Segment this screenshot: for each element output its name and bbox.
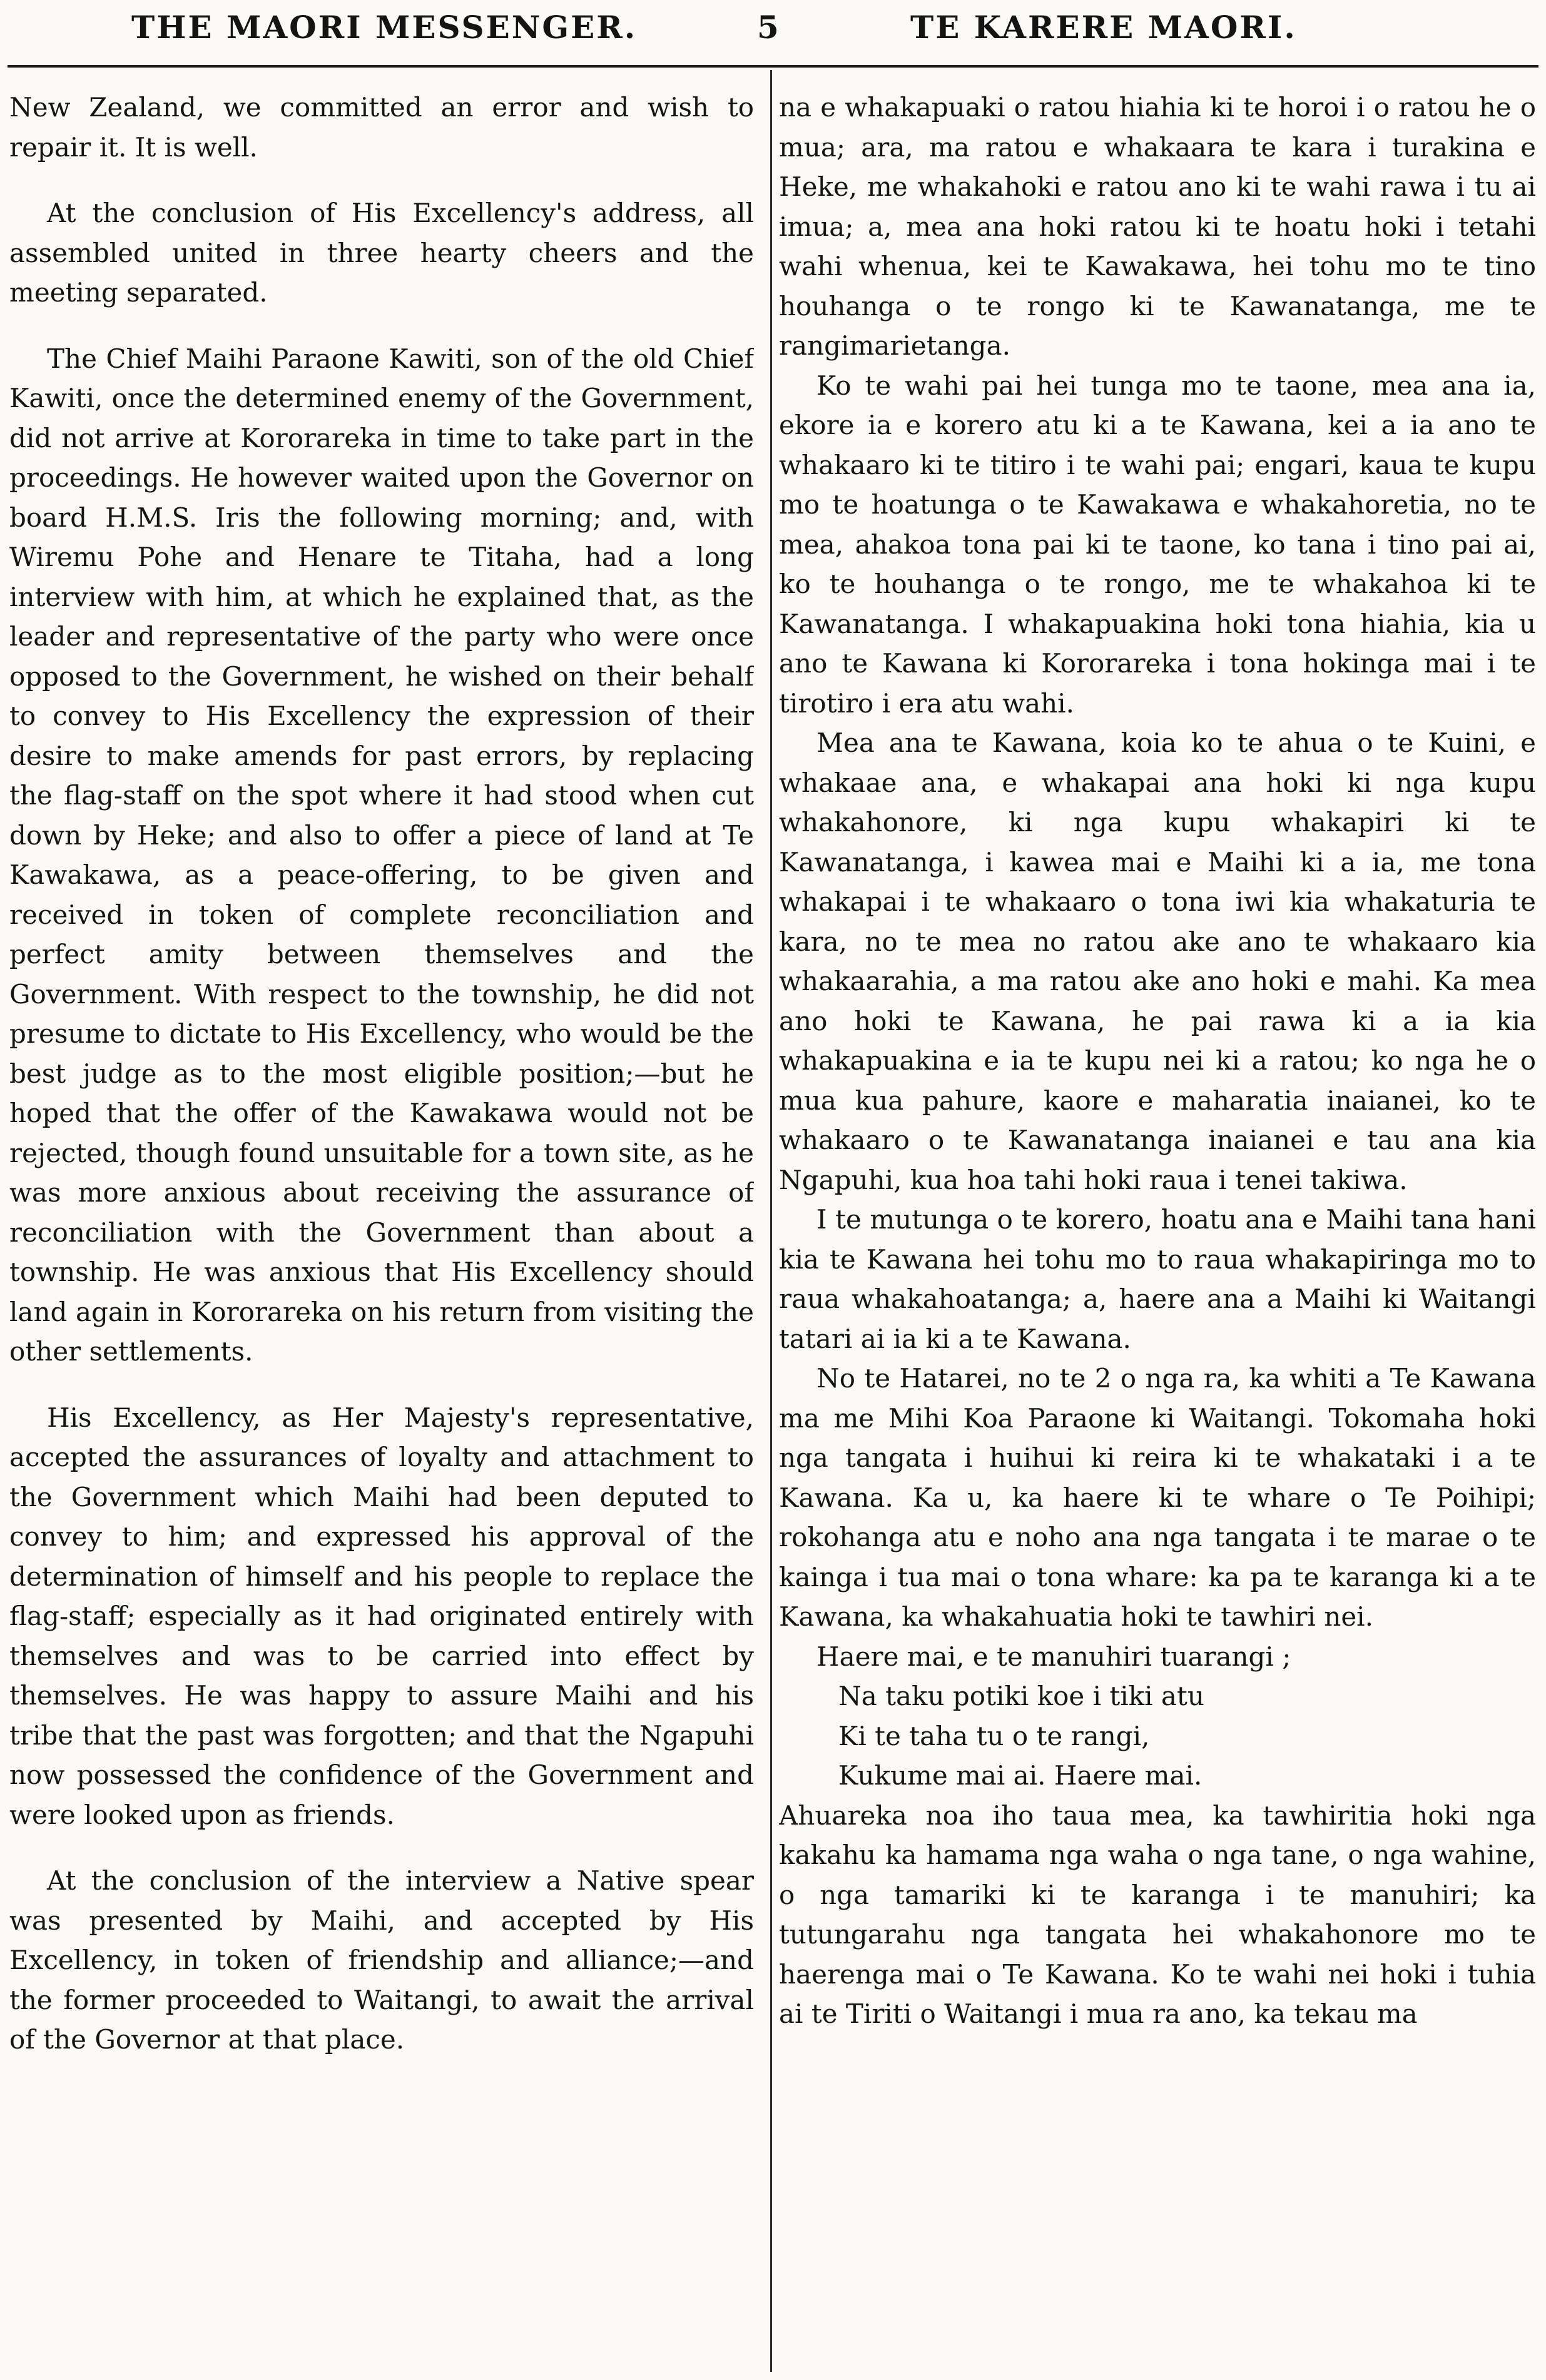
maori-column	[779, 88, 1536, 2371]
welcome-chant	[779, 1637, 1536, 1796]
paragraph: At the conclusion of the interview a Native spear was presented by Maihi, and accepted by His Excellency, in token of friendship and alliance;—and the former proceeded to Waitangi, to await the arrival of the Governor at that place.	[9, 1865, 754, 2055]
column-divider	[770, 70, 772, 2372]
paragraph: At the conclusion of His Excellency's address, all assembled united in three hearty cheers and the meeting separated.	[9, 198, 754, 308]
page-number: 5	[757, 9, 781, 46]
paragraph: Ko te wahi pai hei tunga mo te taone, mea ana ia, ekore ia e korero atu ki a te Kawana, kei a ia ano te whakaaro ki te titiro i te wahi pai; engari, kaua te kupu mo te hoatunga o te Kawakawa e whakahoretia, no te mea, ahakoa tona pai ki te taone, ko tana i tino pai ai, ko te houhanga o te rongo, me te whakahoa ki te Kawanatanga. I whakapuakina hoki tona hiahia, kia u ano te Kawana ki Kororareka i tona hokinga mai i te tirotiro i era atu wahi.	[779, 370, 1536, 719]
chant-line: Na taku potiki koe i tiki atu	[838, 1681, 1204, 1711]
paragraph: Mea ana te Kawana, koia ko te ahua o te Kuini, e whakaae ana, e whakapai ana hoki ki nga kupu whakahonore, ki nga kupu whakapiri ki te Kawanatanga, i kawea mai e Maihi ki a ia, me tona whakapai i te whakaaro o tona iwi kia whakaturia te kara, no te mea no ratou ake ano te whakaaro kia whakaarahia, a ma ratou ake ano hoki e mahi. Ka mea ano hoki te Kawana, he pai rawa ki a ia kia whakapuakina e ia te kupu nei ki a ratou; ko nga he o mua kua pahure, kaore e maharatia inaianei, ko te whakaaro o te Kawanatanga inaianei e tau ana kia Ngapuhi, kua hoa tahi hoki raua i tenei takiwa.	[779, 727, 1536, 1195]
paragraph: New Zealand, we committed an error and wish to repair it. It is well.	[9, 92, 754, 163]
english-column	[9, 88, 754, 2371]
page-header	[0, 0, 1546, 63]
english-masthead: THE MAORI MESSENGER.	[131, 9, 638, 46]
paragraph: His Excellency, as Her Majesty's representative, accepted the assurances of loyalty and attachment to the Government which Maihi had been deputed to convey to him; and expressed his approval of the determination of himself and his people to replace the flag-staff; especially as it had originated entirely with themselves and was to be carried into effect by themselves. He was happy to assure Maihi and his tribe that the past was forgotten; and that the Ngapuhi now possessed the confidence of the Government and were looked upon as friends.	[9, 1402, 754, 1830]
maori-masthead: TE KARERE MAORI.	[910, 9, 1297, 46]
chant-line: Ki te taha tu o te rangi,	[838, 1720, 1150, 1751]
chant-line: Kukume mai ai. Haere mai.	[838, 1760, 1203, 1791]
paragraph: No te Hatarei, no te 2 o nga ra, ka whiti a Te Kawana ma me Mihi Koa Paraone ki Waitangi. Tokomaha hoki nga tangata i huihui ki reira ki te whakataki i a te Kawana. Ka u, ka haere ki te whare o Te Poihipi; rokohanga atu e noho ana nga tangata i te marae o te kainga i tua mai o tona whare: ka pa te karanga ki a te Kawana, ka whakahuatia hoki te tawhiri nei.	[779, 1363, 1536, 1632]
chant-line: Haere mai, e te manuhiri tuarangi ;	[816, 1641, 1291, 1672]
paragraph: I te mutunga o te korero, hoatu ana e Maihi tana hani kia te Kawana hei tohu mo to raua whakapiringa mo to raua whakahoatanga; a, haere ana a Maihi ki Waitangi tatari ai ia ki a te Kawana.	[779, 1204, 1536, 1354]
paragraph: The Chief Maihi Paraone Kawiti, son of the old Chief Kawiti, once the determined enemy of the Government, did not arrive at Kororareka in time to take part in the proceedings. He however waited upon the Governor on board H.M.S. Iris the following morning; and, with Wiremu Pohe and Henare te Titaha, had a long interview with him, at which he explained that, as the leader and representative of the party who were once opposed to the Government, he wished on their behalf to convey to His Excellency the expression of their desire to make amends for past errors, by replacing the flag-staff on the spot where it had stood when cut down by Heke; and also to offer a piece of land at Te Kawakawa, as a peace-offering, to be given and received in token of complete reconciliation and perfect amity between themselves and the Government. With respect to the township, he did not presume to dictate to His Excellency, who would be the best judge as to the most eligible position;—but he hoped that the offer of the Kawakawa would not be rejected, though found unsuitable for a town site, as he was more anxious about receiving the assurance of reconciliation with the Government than about a township. He was anxious that His Excellency should land again in Kororareka on his return from visiting the other settlements.	[9, 343, 754, 1367]
paragraph: Ahuareka noa iho taua mea, ka tawhiritia hoki nga kakahu ka hamama nga waha o nga tane, o nga wahine, o nga tamariki ki te karanga i te manuhiri; ka tutungarahu nga tangata hei whakahonore mo te haerenga mai o Te Kawana. Ko te wahi nei hoki i tuhia ai te Tiriti o Waitangi i mua ra ano, ka tekau ma	[779, 1800, 1536, 2029]
header-rule	[8, 65, 1538, 68]
paragraph: na e whakapuaki o ratou hiahia ki te horoi i o ratou he o mua; ara, ma ratou e whakaara te kara i turakina e Heke, me whakahoki e ratou ano ki te wahi rawa i tu ai imua; a, mea ana hoki ratou ki te hoatu hoki i tetahi wahi whenua, kei te Kawakawa, hei tohu mo te tino houhanga o te rongo ki te Kawanatanga, me te rangimarietanga.	[779, 92, 1536, 361]
